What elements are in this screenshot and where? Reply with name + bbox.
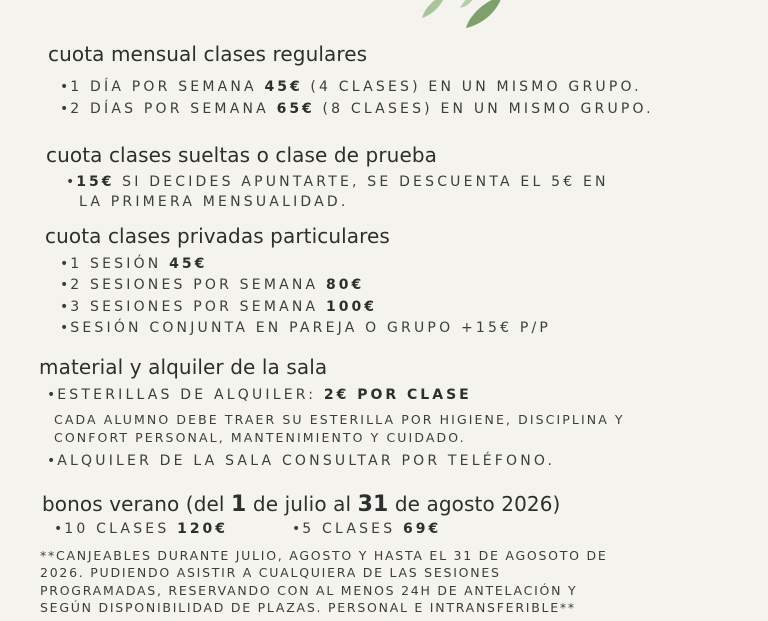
mat-rental-note-2: CONFORT PERSONAL, MANTENIMIENTO Y CUIDADO.: [54, 430, 466, 445]
eucalyptus-leaf-icon: [420, 0, 510, 34]
summer-bonus-10: • 10 CLASES 120€: [54, 521, 229, 537]
summer-bonus-heading: bonos verano (del 1 de julio al 31 de agosto 2026): [42, 492, 561, 517]
regular-item-1: • 1 DÍA POR SEMANA 45€ (4 CLASES) EN UN MISMO GRUPO.: [60, 79, 642, 95]
single-class-item-cont: LA PRIMERA MENSUALIDAD.: [79, 194, 349, 210]
summer-bonus-note: **CANJEABLES DURANTE JULIO, AGOSTO Y HASTA EL 31 DE AGOSOTO DE 2026. PUDIENDO ASISTIR A CUALQUIERA DE LAS SESIONES PROGRAMADAS, RESERVANDO CON AL MENOS 24H DE ANTELACIÓN Y SEGÚN DISPONIBILIDAD DE PLAZAS. PERSONAL E INTRANSFERIBLE**: [40, 548, 608, 615]
private-item-2: • 2 SESIONES POR SEMANA 80€: [60, 277, 365, 293]
material-heading: material y alquiler de la sala: [39, 355, 328, 379]
mat-rental-item: • ESTERILLAS DE ALQUILER: 2€ POR CLASE: [47, 387, 472, 403]
private-item-1: • 1 SESIÓN 45€: [60, 256, 208, 272]
private-classes-heading: cuota clases privadas particulares: [45, 224, 390, 248]
single-class-heading: cuota clases sueltas o clase de prueba: [46, 143, 437, 167]
mat-rental-note-1: CADA ALUMNO DEBE TRAER SU ESTERILLA POR HIGIENE, DISCIPLINA Y: [54, 412, 625, 427]
regular-item-2: • 2 DÍAS POR SEMANA 65€ (8 CLASES) EN UN MISMO GRUPO.: [60, 101, 654, 117]
private-item-4: • SESIÓN CONJUNTA EN PAREJA O GRUPO +15€ P/P: [60, 320, 552, 336]
summer-bonus-5: • 5 CLASES 69€: [292, 521, 442, 537]
single-class-item: • 15€ SI DECIDES APUNTARTE, SE DESCUENTA EL 5€ EN: [66, 174, 609, 190]
room-rental-item: • ALQUILER DE LA SALA CONSULTAR POR TELÉFONO.: [47, 453, 556, 469]
private-item-3: • 3 SESIONES POR SEMANA 100€: [60, 299, 377, 315]
regular-classes-heading: cuota mensual clases regulares: [48, 42, 368, 66]
